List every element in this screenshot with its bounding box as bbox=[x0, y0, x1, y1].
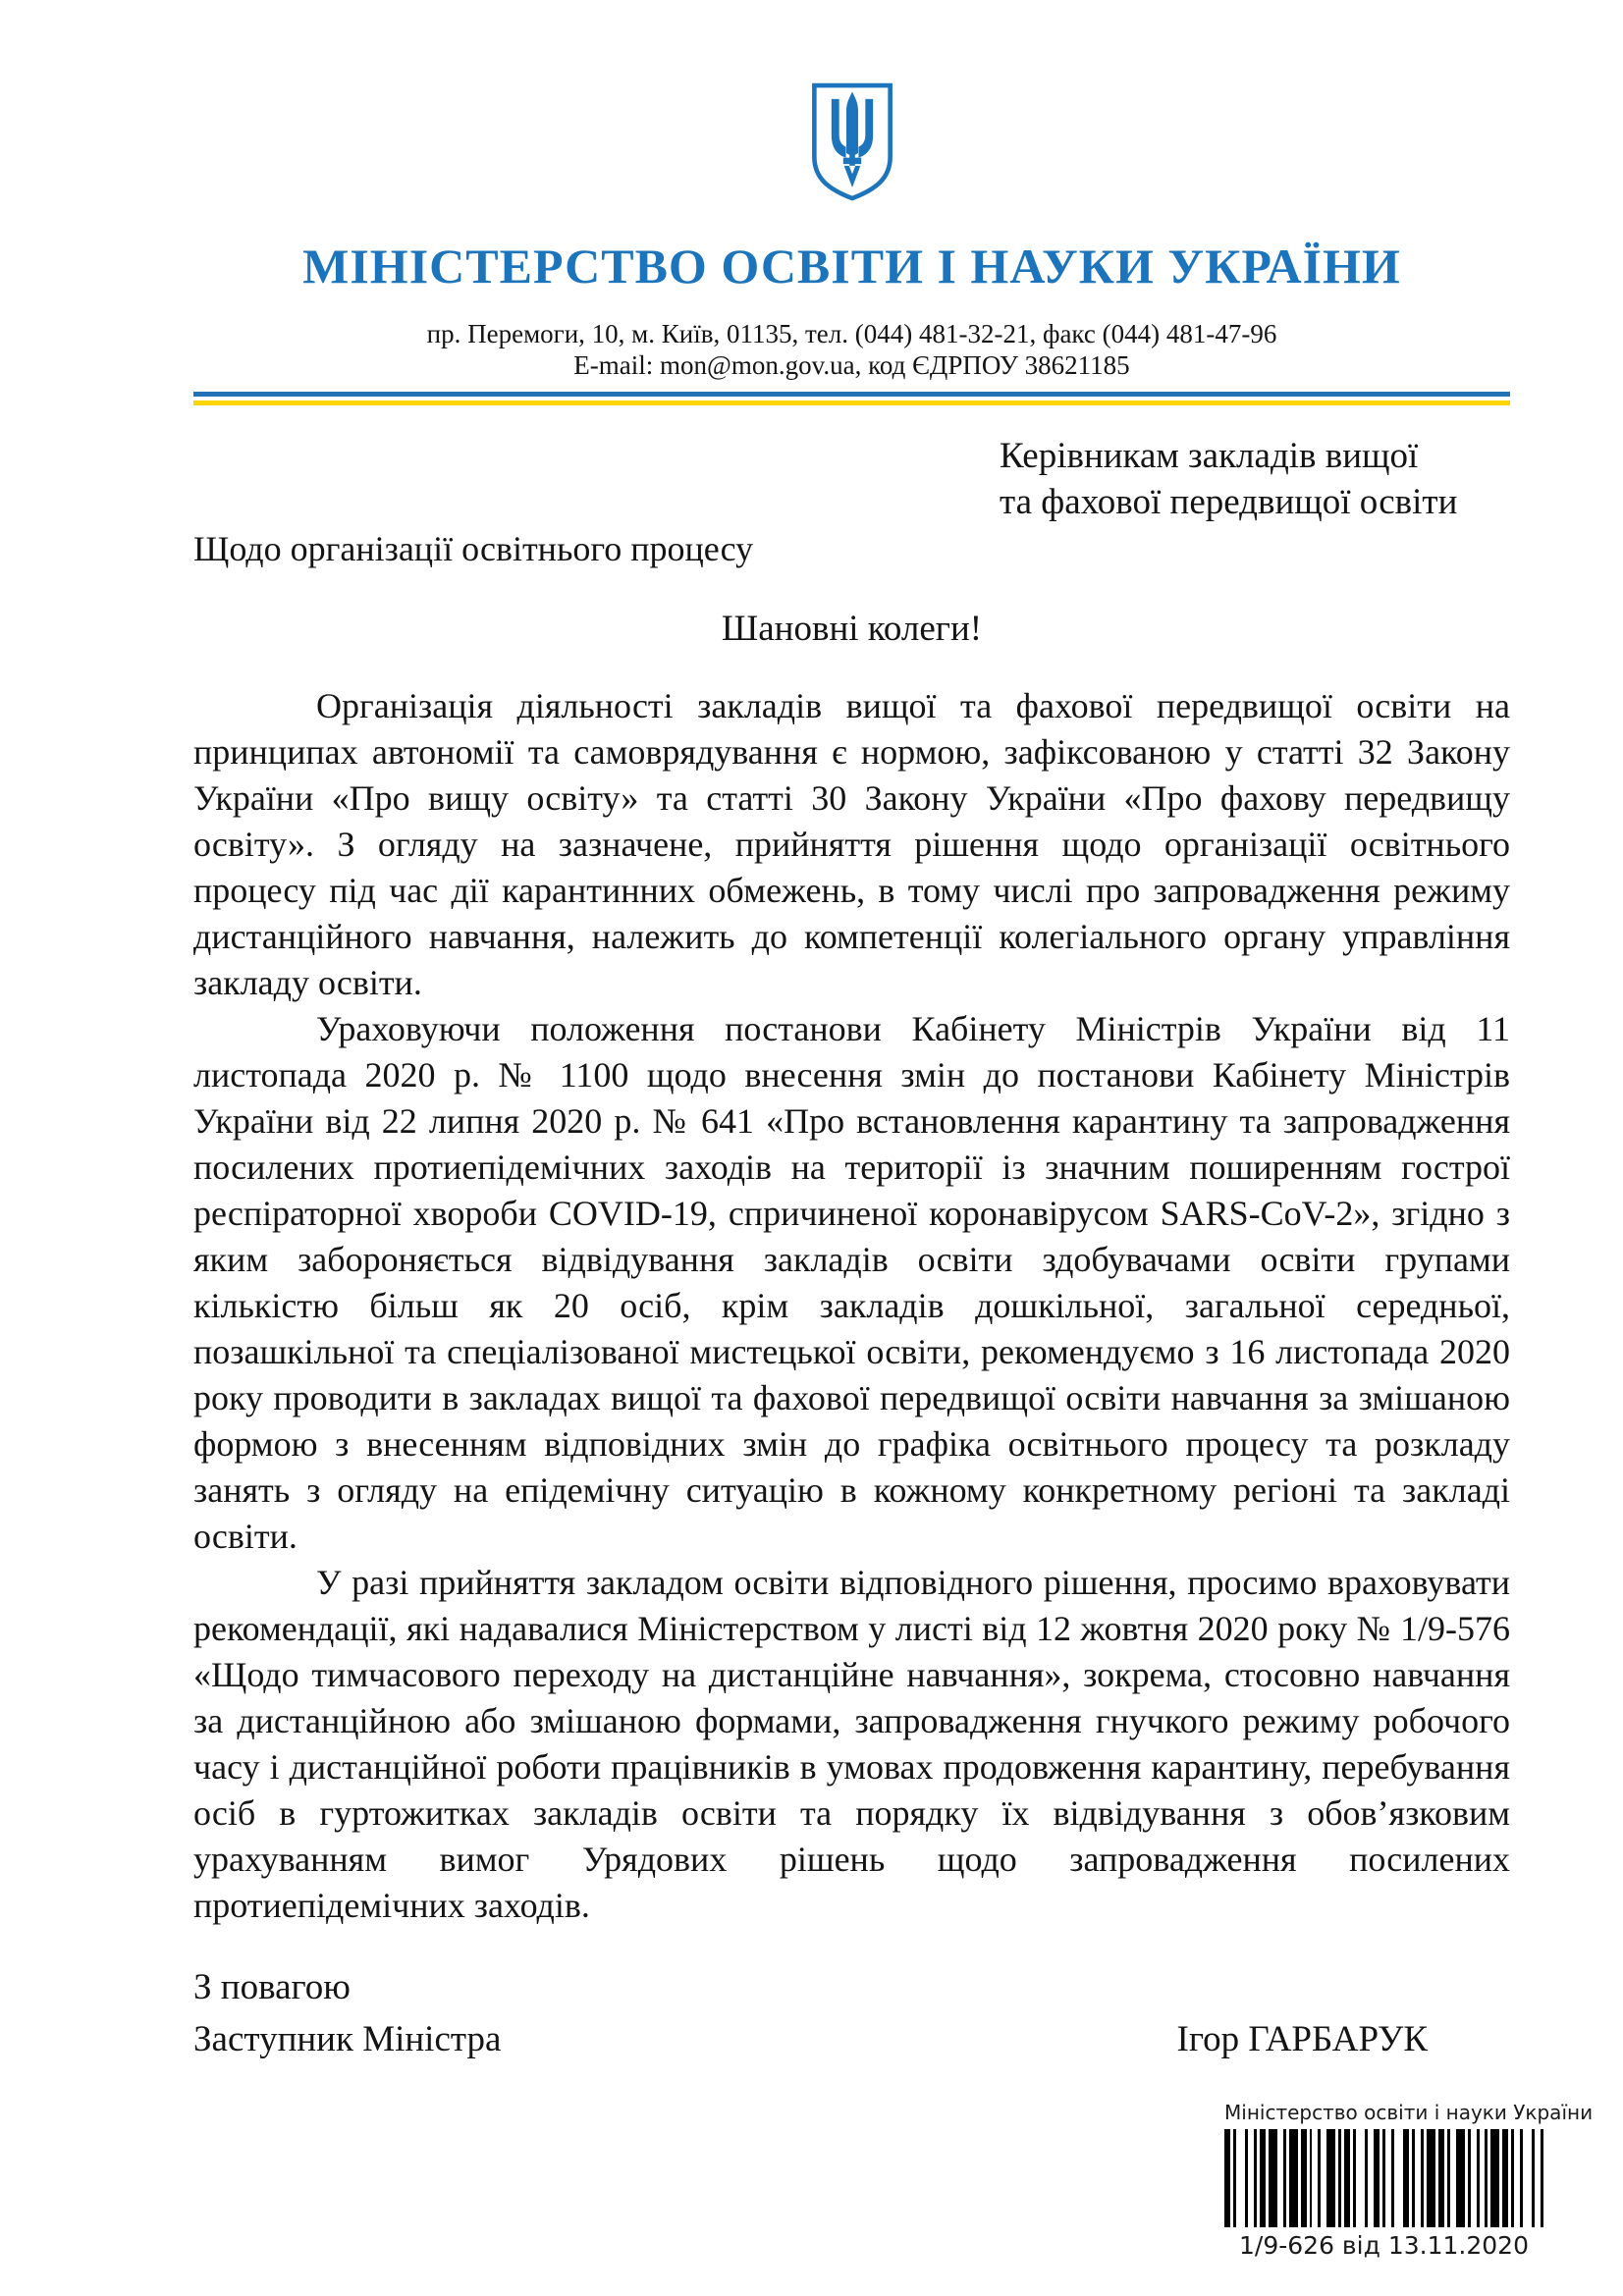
signature-row bbox=[193, 2016, 1510, 2062]
salutation: Шановні колеги! bbox=[721, 609, 983, 649]
subject-line: Щодо організації освітнього процесу bbox=[193, 529, 754, 568]
barcode-number: 1/9-626 від 13.11.2020 bbox=[1239, 2231, 1529, 2260]
signer-position: Заступник Міністра bbox=[193, 2019, 502, 2059]
barcode-image bbox=[1224, 2129, 1543, 2227]
header-address-block bbox=[193, 318, 1510, 381]
ministry-title: МІНІСТЕРСТВО ОСВІТИ І НАУКИ УКРАЇНИ bbox=[302, 239, 1401, 294]
flag-divider bbox=[193, 392, 1510, 405]
closing-phrase: З повагою bbox=[193, 1967, 351, 2007]
contact-line: E-mail: mon@mon.gov.ua, код ЄДРПОУ 38621185 bbox=[573, 350, 1130, 380]
recipient-line: та фахової передвищої освіти bbox=[1000, 482, 1458, 522]
address-line: пр. Перемоги, 10, м. Київ, 01135, тел. (044) 481-32-21, факс (044) 481-47-96 bbox=[426, 319, 1277, 348]
recipient-line: Керівникам закладів вищої bbox=[1000, 436, 1419, 476]
recipient-block bbox=[1000, 433, 1510, 525]
registration-barcode-block bbox=[1224, 2101, 1594, 2261]
body-paragraph: Ураховуючи положення постанови Кабінету Міністрів України від 11 листопада 2020 р. № 1100 щодо внесення змін до постанови Кабінету Міністрів України від 22 липня 2020 р. № 641 «Про встановлення карантину та запровадження посилених протиепідемічних заходів на території із значним поширенням гострої респіраторної хвороби COVID-19, спричиненої коронавірусом SARS-CoV-2», згідно з яким забороняється відвідування закладів освіти здобувачами освіти групами кількістю більш як 20 осіб, крім закладів дошкільної, загальної середньої, позашкільної та спеціалізованої мистецької освіти, рекомендуємо з 16 листопада 2020 року проводити в закладах вищої та фахової передвищої освіти навчання за змішаною формою з внесенням відповідних змін до графіка освітнього процесу та розкладу занять з огляду на епідемічну ситуацію в кожному конкретному регіоні та закладі освіти. bbox=[193, 1009, 1510, 1556]
divider-yellow-bar bbox=[193, 400, 1510, 405]
coat-of-arms-icon bbox=[807, 77, 897, 208]
signer-name: Ігор ГАРБАРУК bbox=[1176, 2019, 1428, 2059]
barcode-label: Міністерство освіти і науки України bbox=[1224, 2101, 1594, 2124]
body-paragraph: Організація діяльності закладів вищої та фахової передвищої освіти на принципах автономії та самоврядування є нормою, зафіксованою у статті 32 Закону України «Про вищу освіту» та статті 30 Закону України «Про фахову передвищу освіту». З огляду на зазначене, прийняття рішення щодо організації освітнього процесу під час дії карантинних обмежень, в тому числі про запровадження режиму дистанційного навчання, належить до компетенції колегіального органу управління закладу освіти. bbox=[193, 686, 1510, 1002]
divider-blue-bar bbox=[193, 392, 1510, 397]
body-paragraph: У разі прийняття закладом освіти відповідного рішення, просимо враховувати рекомендації, які надавалися Міністерством у листі від 12 жовтня 2020 року № 1/9-576 «Щодо тимчасового переходу на дистанційне навчання», зокрема, стосовно навчання за дистанційною або змішаною формами, запровадження гнучкого режиму робочого часу і дистанційної роботи працівників в умовах продовження карантину, перебування осіб в гуртожитках закладів освіти та порядку їх відвідування з обов’язковим урахуванням вимог Урядових рішень щодо запровадження посилених протиепідемічних заходів. bbox=[193, 1563, 1510, 1925]
letter-body bbox=[193, 683, 1510, 1929]
